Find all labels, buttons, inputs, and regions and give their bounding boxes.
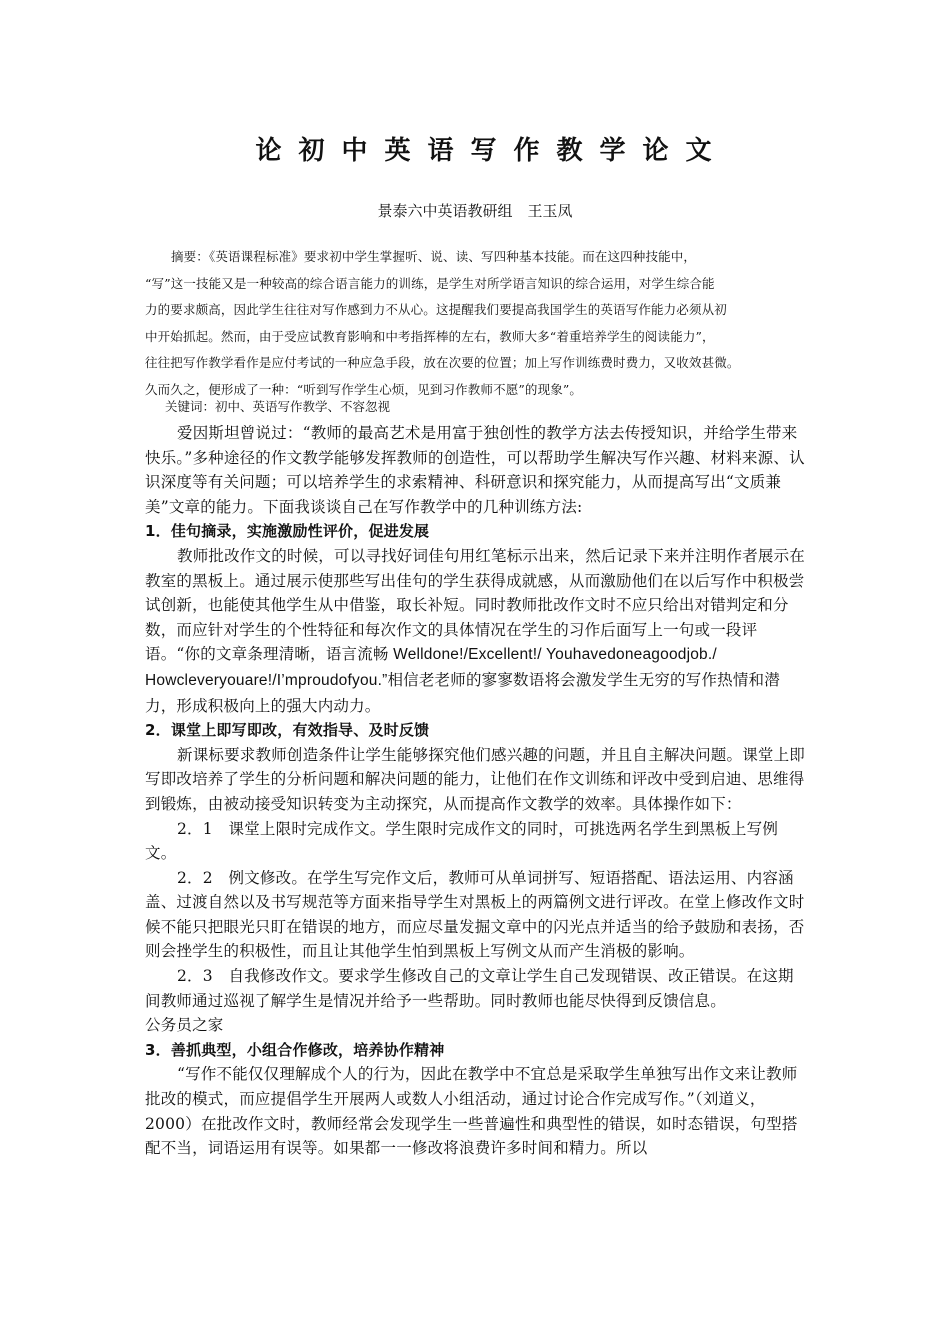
keywords: 关键词：初中、英语写作教学、不容忽视 bbox=[165, 399, 391, 414]
section-2-item-1: 2．1 课堂上限时完成作文。学生限时完成作文的同时，可挑选两名学生到黑板上写例文。 bbox=[145, 819, 779, 863]
section-1-heading: 1．佳句摘录，实施激励性评价，促进发展 bbox=[145, 522, 430, 541]
intro-paragraph: 爱因斯坦曾说过：“教师的最高艺术是用富于独创性的教学方法去传授知识，并给学生带来快乐。”多种途径的作文教学能够发挥教师的创造性，可以帮助学生解决写作兴趣、材料来源、认识深度等有关问题；可以培养学生的求索精神、科研意识和探究能力，从而提高写出“文质兼美”文章的能力。下面我谈谈自己在写作教学中的几种训练方法: bbox=[145, 424, 805, 516]
document-body bbox=[145, 421, 809, 1161]
document-title: 论初中英语写作教学论文 bbox=[255, 136, 729, 166]
section-2-item-2: 2．2 例文修改。在学生写完作文后，教师可从单词拼写、短语搭配、语法运用、内容涵盖、过渡自然以及书写规范等方面来指导学生对黑板上的两篇例文进行评改。在堂上修改作文时候不能只把眼光只盯在错误的地方，而应尽量发掘文章中的闪光点并适当的给予鼓励和表扬，否则会挫学生的积极性，而且让其他学生怕到黑板上写例文从而产生消极的影响。 bbox=[145, 868, 805, 961]
section-1-english-praise: Welldone!/Excellent!/ Youhavedoneagoodjob./ Howcleveryouare!/I’mproudofyou.” bbox=[145, 646, 717, 689]
section-3-heading: 3．善抓典型，小组合作修改，培养协作精神 bbox=[145, 1040, 445, 1059]
section-1-text-b: 相信老老师的寥寥数语将会激发学生无穷的写作热情和潜力，形成积极向上的强大内动力。 bbox=[145, 670, 780, 715]
abstract-line: 摘要：《英语课程标准》要求初中学生掌握听、说、读、写四种基本技能。而在这四种技能中， bbox=[171, 249, 697, 264]
abstract-line: 往往把写作教学看作是应付考试的一种应急手段，放在次要的位置；加上写作训练费时费力，又收效甚微。 bbox=[145, 355, 740, 370]
abstract-line: 力的要求颇高，因此学生往往对写作感到力不从心。这提醒我们要提高我国学生的英语写作能力必须从初 bbox=[145, 302, 727, 317]
section-2-note: 公务员之家 bbox=[145, 1016, 224, 1035]
section-3-paragraph: “写作不能仅仅理解成个人的行为，因此在教学中不宜总是采取学生单独写出作文来让教师批改的模式，而应提倡学生开展两人或数人小组活动，通过讨论合作完成写作。”（刘道义，2000）在批改作文时，教师经常会发现学生一些普遍性和典型性的错误，如时态错误，句型搭配不当，词语运用有误等。如果都一一修改将浪费许多时间和精力。所以 bbox=[145, 1065, 798, 1158]
section-2-item-3: 2．3 自我修改作文。要求学生修改自己的文章让学生自己发现错误、改正错误。在这期间教师通过巡视了解学生是情况并给予一些帮助。同时教师也能尽快得到反馈信息。 bbox=[145, 967, 794, 1010]
section-2-heading: 2．课堂上即写即改，有效指导、及时反馈 bbox=[145, 721, 430, 740]
section-1-paragraph bbox=[145, 544, 809, 718]
section-2-paragraph: 新课标要求教师创造条件让学生能够探究他们感兴趣的问题，并且自主解决问题。课堂上即写即改培养了学生的分析问题和解决问题的能力，让他们在作文训练和评改中受到启迪、思维得到锻炼，由被动接受知识转变为主动探究，从而提高作文教学的效率。具体操作如下： bbox=[145, 745, 806, 813]
author-line: 景泰六中英语教研组 王玉凤 bbox=[377, 202, 573, 220]
abstract-line: “写”这一技能又是一种较高的综合语言能力的训练，是学生对所学语言知识的综合运用，对学生综合能 bbox=[145, 275, 715, 291]
abstract bbox=[145, 244, 811, 403]
abstract-line: 中开始抓起。然而，由于受应试教育影响和中考指挥棒的左右，教师大多“着重培养学生的阅读能力”， bbox=[145, 328, 715, 344]
abstract-line: 久而久之，便形成了一种：“听到写作学生心烦，见到习作教师不愿”的现象”。 bbox=[145, 381, 583, 397]
section-1-text-a: 教师批改作文的时候，可以寻找好词佳句用红笔标示出来，然后记录下来并注明作者展示在教室的黑板上。通过展示使那些写出佳句的学生获得成就感，从而激励他们在以后写作中积极尝试创新，也能使其他学生从中借鉴，取长补短。同时教师批改作文时不应只给出对错判定和分数，而应针对学生的个性特征和每次作文的具体情况在学生的习作后面写上一句或一段评语。“你的文章条理清晰，语言流畅 bbox=[145, 546, 806, 664]
